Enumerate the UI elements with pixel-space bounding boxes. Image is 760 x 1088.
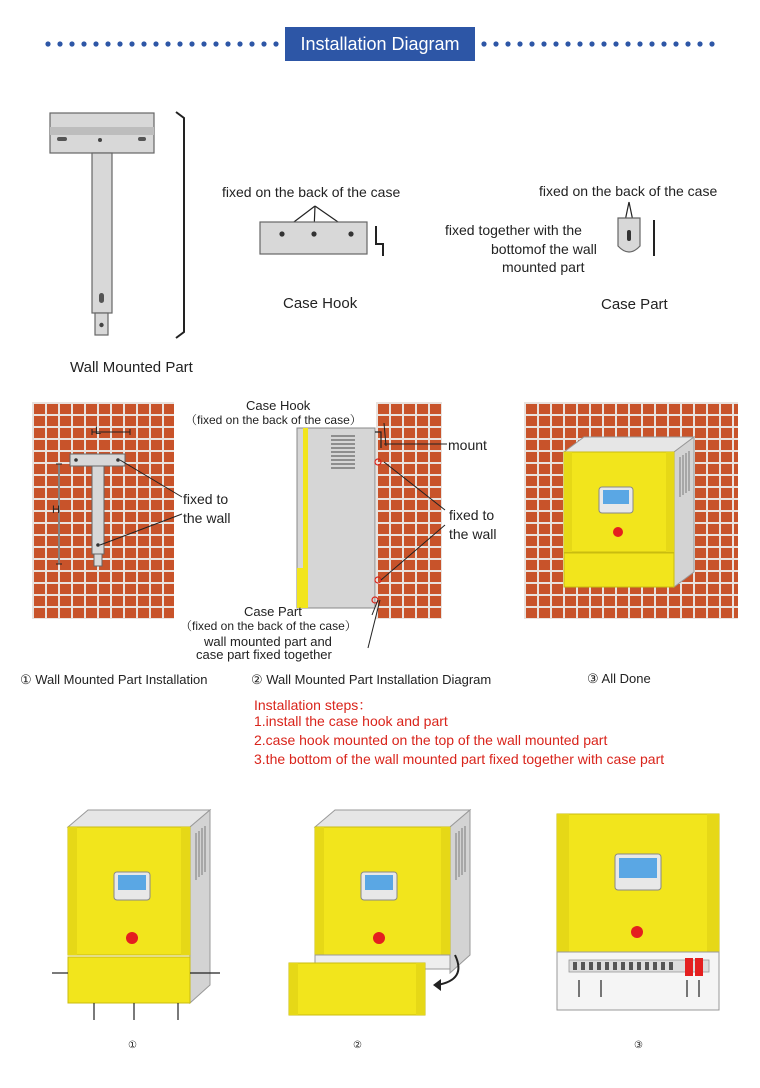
step-3: 3.the bottom of the wall mounted part fixed together with case part: [254, 751, 665, 767]
bottom-caption-2: ②: [353, 1040, 362, 1051]
case-hook-title: Case Hook: [246, 398, 311, 413]
panel2-fixed-note-1: fixed to: [449, 507, 495, 523]
wall-mounted-part-label: Wall Mounted Part: [70, 359, 193, 376]
page-title: Installation Diagram: [285, 27, 475, 61]
case-part-title: Case Part: [244, 604, 302, 619]
case-part-label: Case Part: [601, 296, 668, 313]
bottom-caption-3: ③: [634, 1040, 643, 1051]
panel1-fixed-note-1: fixed to: [183, 491, 229, 507]
inverter-step-2-drawing: [285, 805, 485, 1025]
case-hook-drawing: [255, 200, 395, 262]
bottom-caption-1: ①: [128, 1040, 137, 1051]
case-part-drawing: [610, 198, 670, 262]
panel1-caption: ① Wall Mounted Part Installation: [20, 672, 208, 687]
inverter-step-1-drawing: [50, 805, 235, 1025]
fixed-together-note-2: case part fixed together: [196, 647, 332, 662]
dim-L-label: L: [95, 425, 102, 437]
case-part-note-side-2: bottomof the wall: [491, 241, 597, 257]
dim-H-label: H: [52, 504, 60, 516]
panel1-fixed-note-2: the wall: [183, 510, 231, 526]
panel2-fixed-note-2: the wall: [449, 526, 497, 542]
step-1: 1.install the case hook and part: [254, 713, 448, 729]
case-part-note-top: fixed on the back of the case: [539, 183, 718, 199]
case-part-note-side-3: mounted part: [502, 259, 585, 275]
inverter-mounted-drawing: [560, 432, 700, 602]
wall-mounted-part-side-profile: [174, 110, 190, 340]
inverter-step-3-drawing: [555, 812, 725, 1024]
step-2: 2.case hook mounted on the top of the wall mounted part: [254, 732, 608, 748]
case-part-note-side-1: fixed together with the: [445, 222, 582, 238]
fixed-together-note-1: wall mounted part and: [204, 634, 332, 649]
panel2-caption: ② Wall Mounted Part Installation Diagram: [251, 672, 492, 687]
case-hook-label: Case Hook: [283, 295, 358, 312]
mount-label: mount: [448, 437, 487, 453]
dotted-line-right: [480, 40, 720, 48]
steps-title: Installation steps：: [254, 697, 373, 713]
dotted-line-left: [40, 40, 280, 48]
case-hook-fixed-note: （fixed on the back of the case）: [185, 413, 362, 427]
case-part-fixed-note: （fixed on the back of the case）: [180, 619, 357, 633]
panel3-caption: ③ All Done: [587, 671, 651, 686]
case-hook-note: fixed on the back of the case: [222, 184, 401, 200]
